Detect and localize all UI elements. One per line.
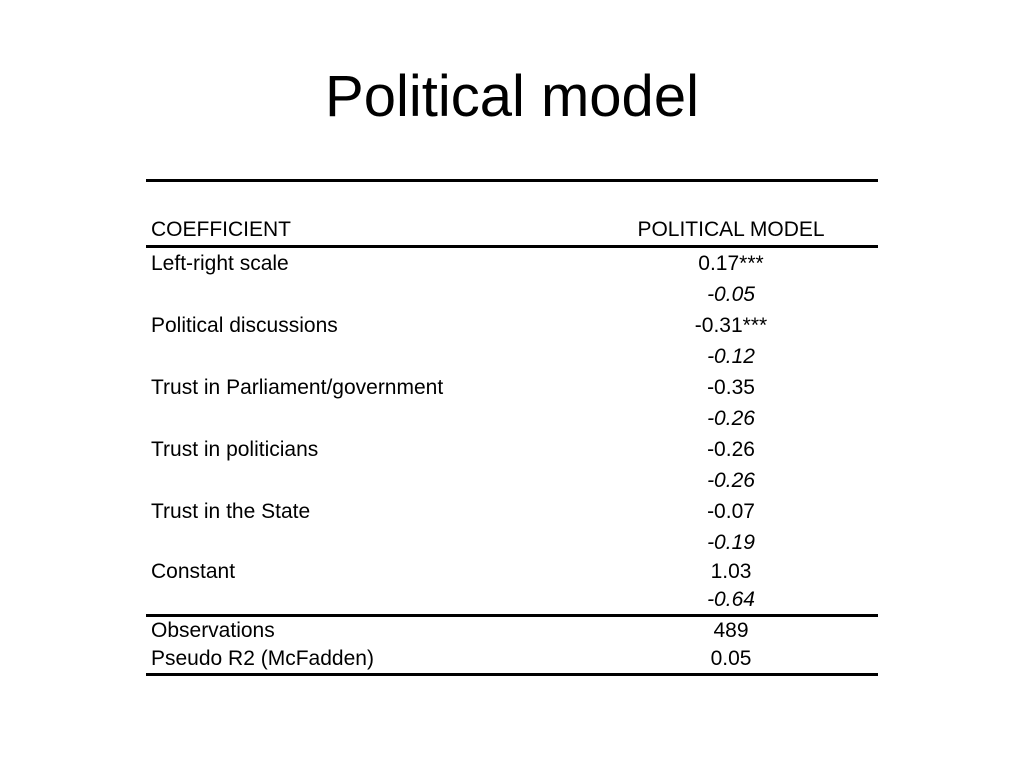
row-coef: -0.31*** [694,314,768,337]
table-bottom-rule [146,673,878,676]
row-coef: 1.03 [710,560,752,583]
row-se: -0.12 [707,345,755,368]
row-label: Constant [151,560,236,583]
table-row-se [146,279,878,310]
table-stat-row [146,645,878,673]
table-row-se [146,403,878,434]
header-coefficient: COEFFICIENT [151,218,291,241]
table-row-se [146,341,878,372]
row-label: Trust in the State [151,500,311,523]
row-label: Trust in Parliament/government [151,376,444,399]
row-coef: -0.35 [707,376,755,399]
row-coef: -0.26 [707,438,755,461]
table-header-row [146,214,878,245]
row-se: -0.26 [707,469,755,492]
row-coef: 0.17*** [698,252,764,275]
table-row [146,248,878,279]
regression-table [146,179,878,676]
row-label: Left-right scale [151,252,289,275]
header-political-model: POLITICAL MODEL [637,218,825,241]
table-row [146,496,878,527]
slide-title: Political model [325,64,699,129]
row-se: -0.19 [707,531,755,554]
row-coef: -0.07 [707,500,755,523]
row-se: -0.05 [707,283,755,306]
stat-value: 489 [713,619,749,642]
table-row-se [146,527,878,558]
table-row [146,310,878,341]
stat-label: Pseudo R2 (McFadden) [151,647,374,670]
table-row-se [146,465,878,496]
stat-value: 0.05 [710,647,752,670]
table-row [146,372,878,403]
row-se: -0.26 [707,407,755,430]
row-label: Political discussions [151,314,338,337]
row-label: Trust in politicians [151,438,319,461]
table-row [146,558,878,586]
table-row [146,434,878,465]
row-se: -0.64 [707,588,755,611]
table-row-se [146,586,878,614]
stat-label: Observations [151,619,275,642]
table-stat-row [146,617,878,645]
